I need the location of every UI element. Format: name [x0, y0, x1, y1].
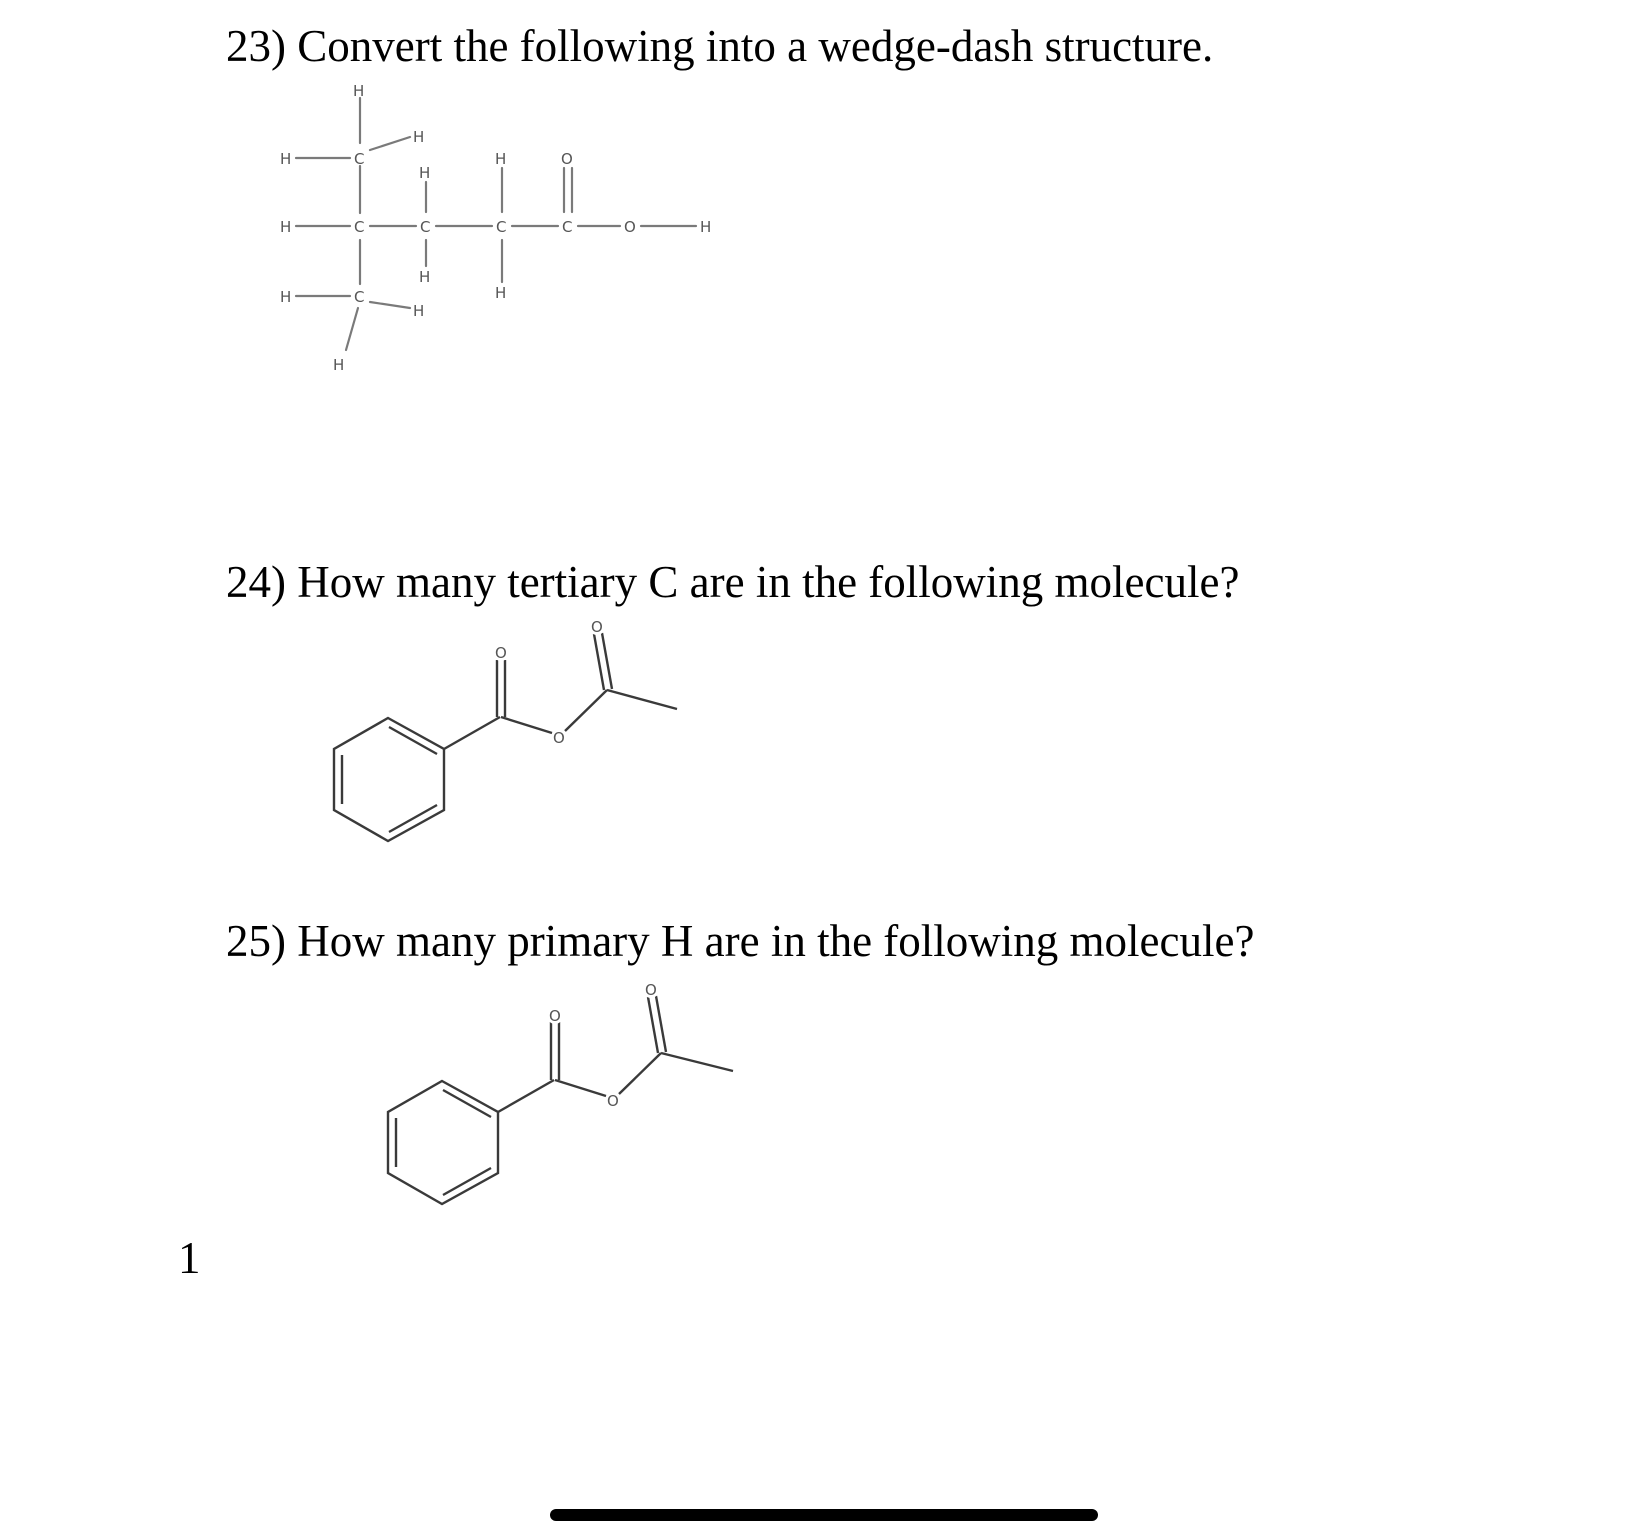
atom-c: C	[496, 218, 507, 236]
atom-o: O	[553, 729, 565, 747]
page-number: 1	[178, 1233, 201, 1283]
skeletal-structure-25	[388, 981, 733, 1204]
atom-o: O	[645, 981, 657, 999]
question-24: 24) How many tertiary C are in the following molecule?	[226, 557, 1240, 607]
atom-c: C	[354, 150, 365, 168]
home-indicator[interactable]	[550, 1509, 1098, 1521]
question-23: 23) Convert the following into a wedge-dash structure.	[226, 21, 1214, 71]
question-25: 25) How many primary H are in the following molecule?	[226, 916, 1255, 966]
atom-h: H	[353, 82, 365, 100]
atom-o: O	[561, 150, 573, 168]
atom-c: C	[562, 218, 573, 236]
atom-c: C	[354, 288, 365, 306]
skeletal-structure-24	[334, 618, 677, 841]
atom-h: H	[495, 150, 507, 168]
atom-h: H	[419, 268, 431, 286]
atom-c: C	[420, 218, 431, 236]
atom-c: C	[354, 218, 365, 236]
atom-h: H	[413, 128, 425, 146]
atom-o: O	[495, 644, 507, 662]
atom-labels-23	[280, 82, 711, 374]
atom-o: O	[607, 1092, 619, 1110]
atom-o: O	[591, 618, 603, 636]
atom-h: H	[280, 288, 292, 306]
atom-h: H	[333, 356, 345, 374]
atom-h: H	[413, 302, 425, 320]
atom-h: H	[280, 218, 292, 236]
atom-h: H	[495, 284, 507, 302]
atom-o: O	[624, 218, 636, 236]
atom-o: O	[549, 1007, 561, 1025]
atom-h: H	[700, 218, 712, 236]
atom-h: H	[280, 150, 292, 168]
atom-h: H	[419, 164, 431, 182]
